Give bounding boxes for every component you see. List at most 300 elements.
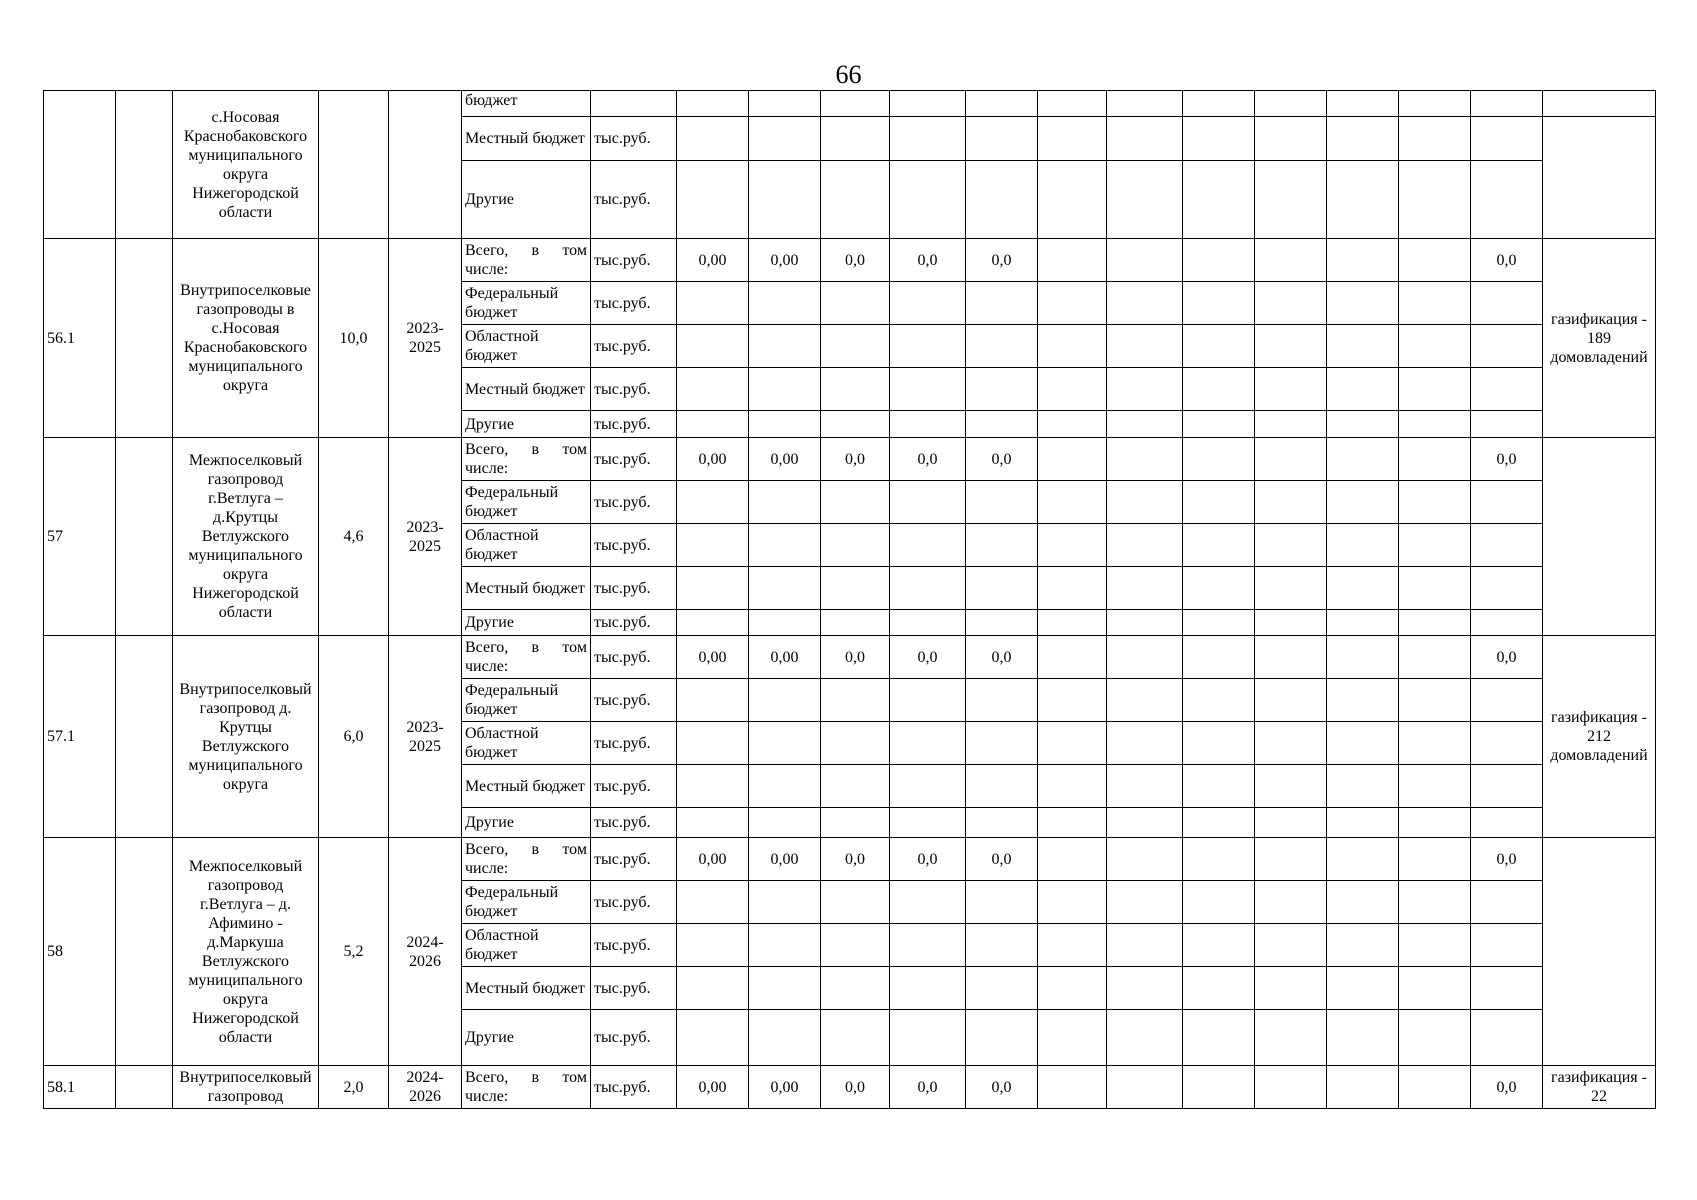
value-cell [1255,765,1327,808]
funding-source-label: Областной бюджет [465,328,539,364]
result-cell: газификация - 212 домовладений [1543,636,1656,838]
item-number-cell [44,91,116,239]
value-cell: 0,0 [890,838,966,881]
value-cell [677,368,749,411]
value-cell [1038,411,1107,438]
unit-cell: тыс.руб. [591,1066,677,1109]
value-cell [1327,239,1399,282]
value-cell [1255,610,1327,636]
value-cell [1255,161,1327,239]
value-cell [966,567,1038,610]
funding-source-federal [462,481,591,524]
funding-source-local [462,117,591,161]
value-cell [1183,117,1255,161]
funding-source-label: Всего, в том числе: [465,1069,587,1105]
funding-source-label: Местный бюджет [465,579,585,597]
value-cell: 0,0 [1471,636,1543,679]
value-cell [1471,1010,1543,1066]
value-cell [1399,325,1471,368]
value-cell [1327,481,1399,524]
value-cell [966,481,1038,524]
value-cell [1038,438,1107,481]
funding-source-total [462,239,591,282]
value-cell: 0,0 [966,838,1038,881]
value-cell [677,808,749,838]
value-cell [749,117,821,161]
value-cell [1399,808,1471,838]
value-cell [1107,239,1183,282]
value-cell [1107,481,1183,524]
value-cell [1327,636,1399,679]
value-cell: 0,0 [1471,1066,1543,1109]
value-cell [1038,1010,1107,1066]
value-cell [749,524,821,567]
value-cell [1183,765,1255,808]
value-cell [1255,722,1327,765]
object-name-cell: Внутрипоселковый газопровод [173,1066,319,1109]
unit-cell: тыс.руб. [591,765,677,808]
funding-source-label: Федеральный бюджет [465,682,559,718]
value-cell [966,1010,1038,1066]
value-cell [1399,368,1471,411]
value-cell [1255,1066,1327,1109]
funding-source-regional [462,924,591,967]
value-cell [1471,282,1543,325]
value-cell [1399,91,1471,117]
value-cell [1107,967,1183,1010]
funding-source-local [462,368,591,411]
value-cell [1255,239,1327,282]
value-cell [1399,524,1471,567]
value-cell: 0,00 [677,636,749,679]
value-cell [1038,567,1107,610]
value-cell [1107,765,1183,808]
length-cell: 4,6 [319,438,389,636]
value-cell [1471,808,1543,838]
value-cell [1255,282,1327,325]
value-cell [966,161,1038,239]
period-cell: 2023-2025 [389,438,462,636]
value-cell [1038,91,1107,117]
funding-source-local [462,967,591,1010]
value-cell [1255,91,1327,117]
value-cell [677,567,749,610]
value-cell [1471,924,1543,967]
value-cell [1399,722,1471,765]
value-cell [1107,636,1183,679]
value-cell [749,161,821,239]
value-cell [1038,117,1107,161]
value-cell [1327,411,1399,438]
value-cell [1183,239,1255,282]
value-cell [677,282,749,325]
value-cell [677,524,749,567]
value-cell: 0,0 [890,239,966,282]
value-cell [821,679,890,722]
funding-source-label: Федеральный бюджет [465,285,559,321]
value-cell [749,91,821,117]
value-cell [966,325,1038,368]
value-cell [1255,524,1327,567]
length-cell: 5,2 [319,838,389,1066]
value-cell [890,524,966,567]
funding-source-budget [462,91,591,117]
value-cell [1399,239,1471,282]
value-cell [1471,161,1543,239]
funding-source-federal [462,881,591,924]
object-name-cell: Межпоселковый газопровод г.Ветлуга – д.Крутцы Ветлужского муниципального округа Нижегородской области [173,438,319,636]
value-cell [1183,1066,1255,1109]
value-cell [1399,610,1471,636]
value-cell [749,325,821,368]
value-cell [1399,679,1471,722]
value-cell [1255,838,1327,881]
funding-source-label: Областной бюджет [465,927,539,963]
value-cell: 0,0 [1471,838,1543,881]
value-cell: 0,0 [966,239,1038,282]
value-cell [1183,438,1255,481]
value-cell [1107,1066,1183,1109]
value-cell [1327,838,1399,881]
value-cell [1183,524,1255,567]
funding-source-other [462,808,591,838]
value-cell [749,881,821,924]
value-cell [677,117,749,161]
value-cell [1038,239,1107,282]
funding-source-local [462,567,591,610]
result-cell: газификация - 189 домовладений [1543,239,1656,438]
value-cell: 0,0 [890,438,966,481]
value-cell [1399,117,1471,161]
value-cell [677,1010,749,1066]
value-cell [749,765,821,808]
value-cell [1327,368,1399,411]
value-cell [1327,924,1399,967]
value-cell: 0,00 [677,1066,749,1109]
value-cell [677,722,749,765]
value-cell [1471,610,1543,636]
value-cell [1038,161,1107,239]
object-name-cell: Внутрипоселковые газопроводы в с.Носовая Краснобаковского муниципального округа [173,239,319,438]
value-cell: 0,00 [749,239,821,282]
value-cell [1471,117,1543,161]
value-cell [1255,881,1327,924]
value-cell: 0,0 [1471,239,1543,282]
funding-source-label: Всего, в том числе: [465,639,587,675]
funding-source-regional [462,722,591,765]
length-cell [319,91,389,239]
value-cell [1327,765,1399,808]
value-cell [1327,91,1399,117]
investment-table [43,90,1656,1109]
value-cell [966,524,1038,567]
value-cell [1038,1066,1107,1109]
value-cell [1107,282,1183,325]
value-cell [677,161,749,239]
value-cell [1327,1010,1399,1066]
funding-source-label: Другие [465,1029,514,1046]
value-cell [1107,679,1183,722]
value-cell [1399,765,1471,808]
unit-cell: тыс.руб. [591,1010,677,1066]
value-cell [1471,679,1543,722]
value-cell [821,881,890,924]
value-cell [1038,765,1107,808]
unit-cell: тыс.руб. [591,881,677,924]
table-body [44,91,1656,1109]
value-cell [1107,325,1183,368]
value-cell [1038,481,1107,524]
period-cell: 2023-2025 [389,636,462,838]
value-cell [1038,325,1107,368]
value-cell [1471,881,1543,924]
value-cell [890,881,966,924]
length-cell: 6,0 [319,636,389,838]
value-cell: 0,0 [966,636,1038,679]
value-cell: 0,00 [749,438,821,481]
value-cell [1255,679,1327,722]
value-cell [966,924,1038,967]
blank-cell [116,838,173,1066]
blank-cell [116,239,173,438]
value-cell [1255,924,1327,967]
value-cell [1183,924,1255,967]
value-cell [1038,924,1107,967]
value-cell [1471,481,1543,524]
value-cell [1107,808,1183,838]
value-cell: 0,00 [677,838,749,881]
value-cell [1327,524,1399,567]
funding-source-other [462,1010,591,1066]
funding-source-other [462,411,591,438]
value-cell [1183,161,1255,239]
value-cell [749,282,821,325]
value-cell [1107,368,1183,411]
value-cell [1038,881,1107,924]
value-cell [1471,325,1543,368]
value-cell [1183,967,1255,1010]
value-cell [1471,91,1543,117]
period-cell: 2023-2025 [389,239,462,438]
value-cell [1038,679,1107,722]
blank-cell [116,636,173,838]
value-cell [821,808,890,838]
value-cell [890,325,966,368]
value-cell [890,567,966,610]
unit-cell: тыс.руб. [591,610,677,636]
value-cell [749,722,821,765]
unit-cell: тыс.руб. [591,161,677,239]
value-cell [1399,838,1471,881]
value-cell [677,325,749,368]
value-cell [749,1010,821,1066]
value-cell [821,325,890,368]
value-cell [821,411,890,438]
funding-source-label: Федеральный бюджет [465,884,559,920]
value-cell [1399,1066,1471,1109]
value-cell [1255,967,1327,1010]
value-cell [749,924,821,967]
value-cell [821,161,890,239]
value-cell [749,967,821,1010]
item-number-cell: 58 [44,838,116,1066]
value-cell [677,481,749,524]
value-cell [821,765,890,808]
value-cell [1399,567,1471,610]
value-cell [749,368,821,411]
result-cell [1543,117,1656,239]
value-cell [966,967,1038,1010]
value-cell [1255,411,1327,438]
value-cell [821,722,890,765]
value-cell [1038,838,1107,881]
funding-source-label: Местный бюджет [465,777,585,795]
value-cell [1038,636,1107,679]
value-cell [890,91,966,117]
value-cell [1471,368,1543,411]
value-cell [966,117,1038,161]
value-cell [890,411,966,438]
value-cell [1038,722,1107,765]
value-cell [1399,282,1471,325]
value-cell [890,282,966,325]
funding-source-label: Местный бюджет [465,380,585,398]
table-row [44,91,1656,117]
value-cell [1327,567,1399,610]
value-cell [1255,636,1327,679]
funding-source-label: Федеральный бюджет [465,484,559,520]
unit-cell: тыс.руб. [591,438,677,481]
value-cell [749,808,821,838]
value-cell: 0,0 [821,239,890,282]
value-cell [1399,636,1471,679]
value-cell [821,282,890,325]
value-cell [890,161,966,239]
table-row [44,1066,1656,1109]
length-cell: 2,0 [319,1066,389,1109]
value-cell [749,411,821,438]
value-cell [1399,411,1471,438]
value-cell [890,722,966,765]
blank-cell [116,438,173,636]
value-cell [1038,282,1107,325]
object-name-cell: с.Носовая Краснобаковского муниципального округа Нижегородской области [173,91,319,239]
value-cell [1183,610,1255,636]
funding-source-label: Областной бюджет [465,527,539,563]
object-name-cell: Межпоселковый газопровод г.Ветлуга – д. Афимино - д.Маркуша Ветлужского муниципального округа Нижегородской области [173,838,319,1066]
value-cell [821,91,890,117]
result-cell [1543,91,1656,117]
value-cell [1183,808,1255,838]
value-cell [1327,282,1399,325]
value-cell [1327,325,1399,368]
value-cell [966,765,1038,808]
item-number-cell: 58.1 [44,1066,116,1109]
funding-source-label: Другие [465,415,514,433]
value-cell [749,610,821,636]
value-cell [1327,161,1399,239]
value-cell [1107,722,1183,765]
value-cell: 0,0 [890,1066,966,1109]
value-cell [1183,679,1255,722]
unit-cell: тыс.руб. [591,838,677,881]
object-name-cell: Внутрипоселковый газопровод д. Крутцы Ветлужского муниципального округа [173,636,319,838]
value-cell [890,924,966,967]
period-cell: 2024-2026 [389,1066,462,1109]
length-cell: 10,0 [319,239,389,438]
value-cell [821,610,890,636]
table-row [44,636,1656,679]
funding-source-federal [462,282,591,325]
period-cell: 2024-2026 [389,838,462,1066]
value-cell [821,967,890,1010]
table-row [44,838,1656,881]
table-row [44,438,1656,481]
value-cell: 0,0 [1471,438,1543,481]
value-cell: 0,00 [677,438,749,481]
unit-cell: тыс.руб. [591,481,677,524]
funding-source-label: Другие [465,814,514,831]
value-cell [966,722,1038,765]
value-cell [1255,808,1327,838]
value-cell [1327,881,1399,924]
value-cell [1183,282,1255,325]
funding-source-federal [462,679,591,722]
value-cell [1399,924,1471,967]
value-cell [1183,1010,1255,1066]
unit-cell: тыс.руб. [591,722,677,765]
funding-source-label: Областной бюджет [465,725,539,761]
value-cell [1399,967,1471,1010]
value-cell [1255,368,1327,411]
value-cell [966,91,1038,117]
unit-cell: тыс.руб. [591,679,677,722]
value-cell [890,368,966,411]
funding-source-total [462,838,591,881]
funding-source-total [462,438,591,481]
value-cell [966,368,1038,411]
unit-cell: тыс.руб. [591,967,677,1010]
unit-cell: тыс.руб. [591,524,677,567]
unit-cell: тыс.руб. [591,808,677,838]
funding-source-label: Всего, в том числе: [465,841,587,877]
value-cell [966,679,1038,722]
page-number: 66 [835,60,862,89]
value-cell [749,481,821,524]
value-cell [677,679,749,722]
value-cell [1327,679,1399,722]
value-cell [677,610,749,636]
value-cell [677,967,749,1010]
value-cell [1038,967,1107,1010]
value-cell [1107,117,1183,161]
value-cell [677,91,749,117]
item-number-cell: 56.1 [44,239,116,438]
unit-cell: тыс.руб. [591,325,677,368]
unit-cell: тыс.руб. [591,567,677,610]
funding-source-label: Другие [465,614,514,631]
funding-source-label: Всего, в том числе: [465,242,587,278]
value-cell: 0,00 [749,636,821,679]
value-cell [821,924,890,967]
item-number-cell: 57.1 [44,636,116,838]
value-cell: 0,0 [966,438,1038,481]
value-cell: 0,0 [821,838,890,881]
value-cell [890,679,966,722]
value-cell [1255,438,1327,481]
value-cell [1399,1010,1471,1066]
unit-cell: тыс.руб. [591,924,677,967]
